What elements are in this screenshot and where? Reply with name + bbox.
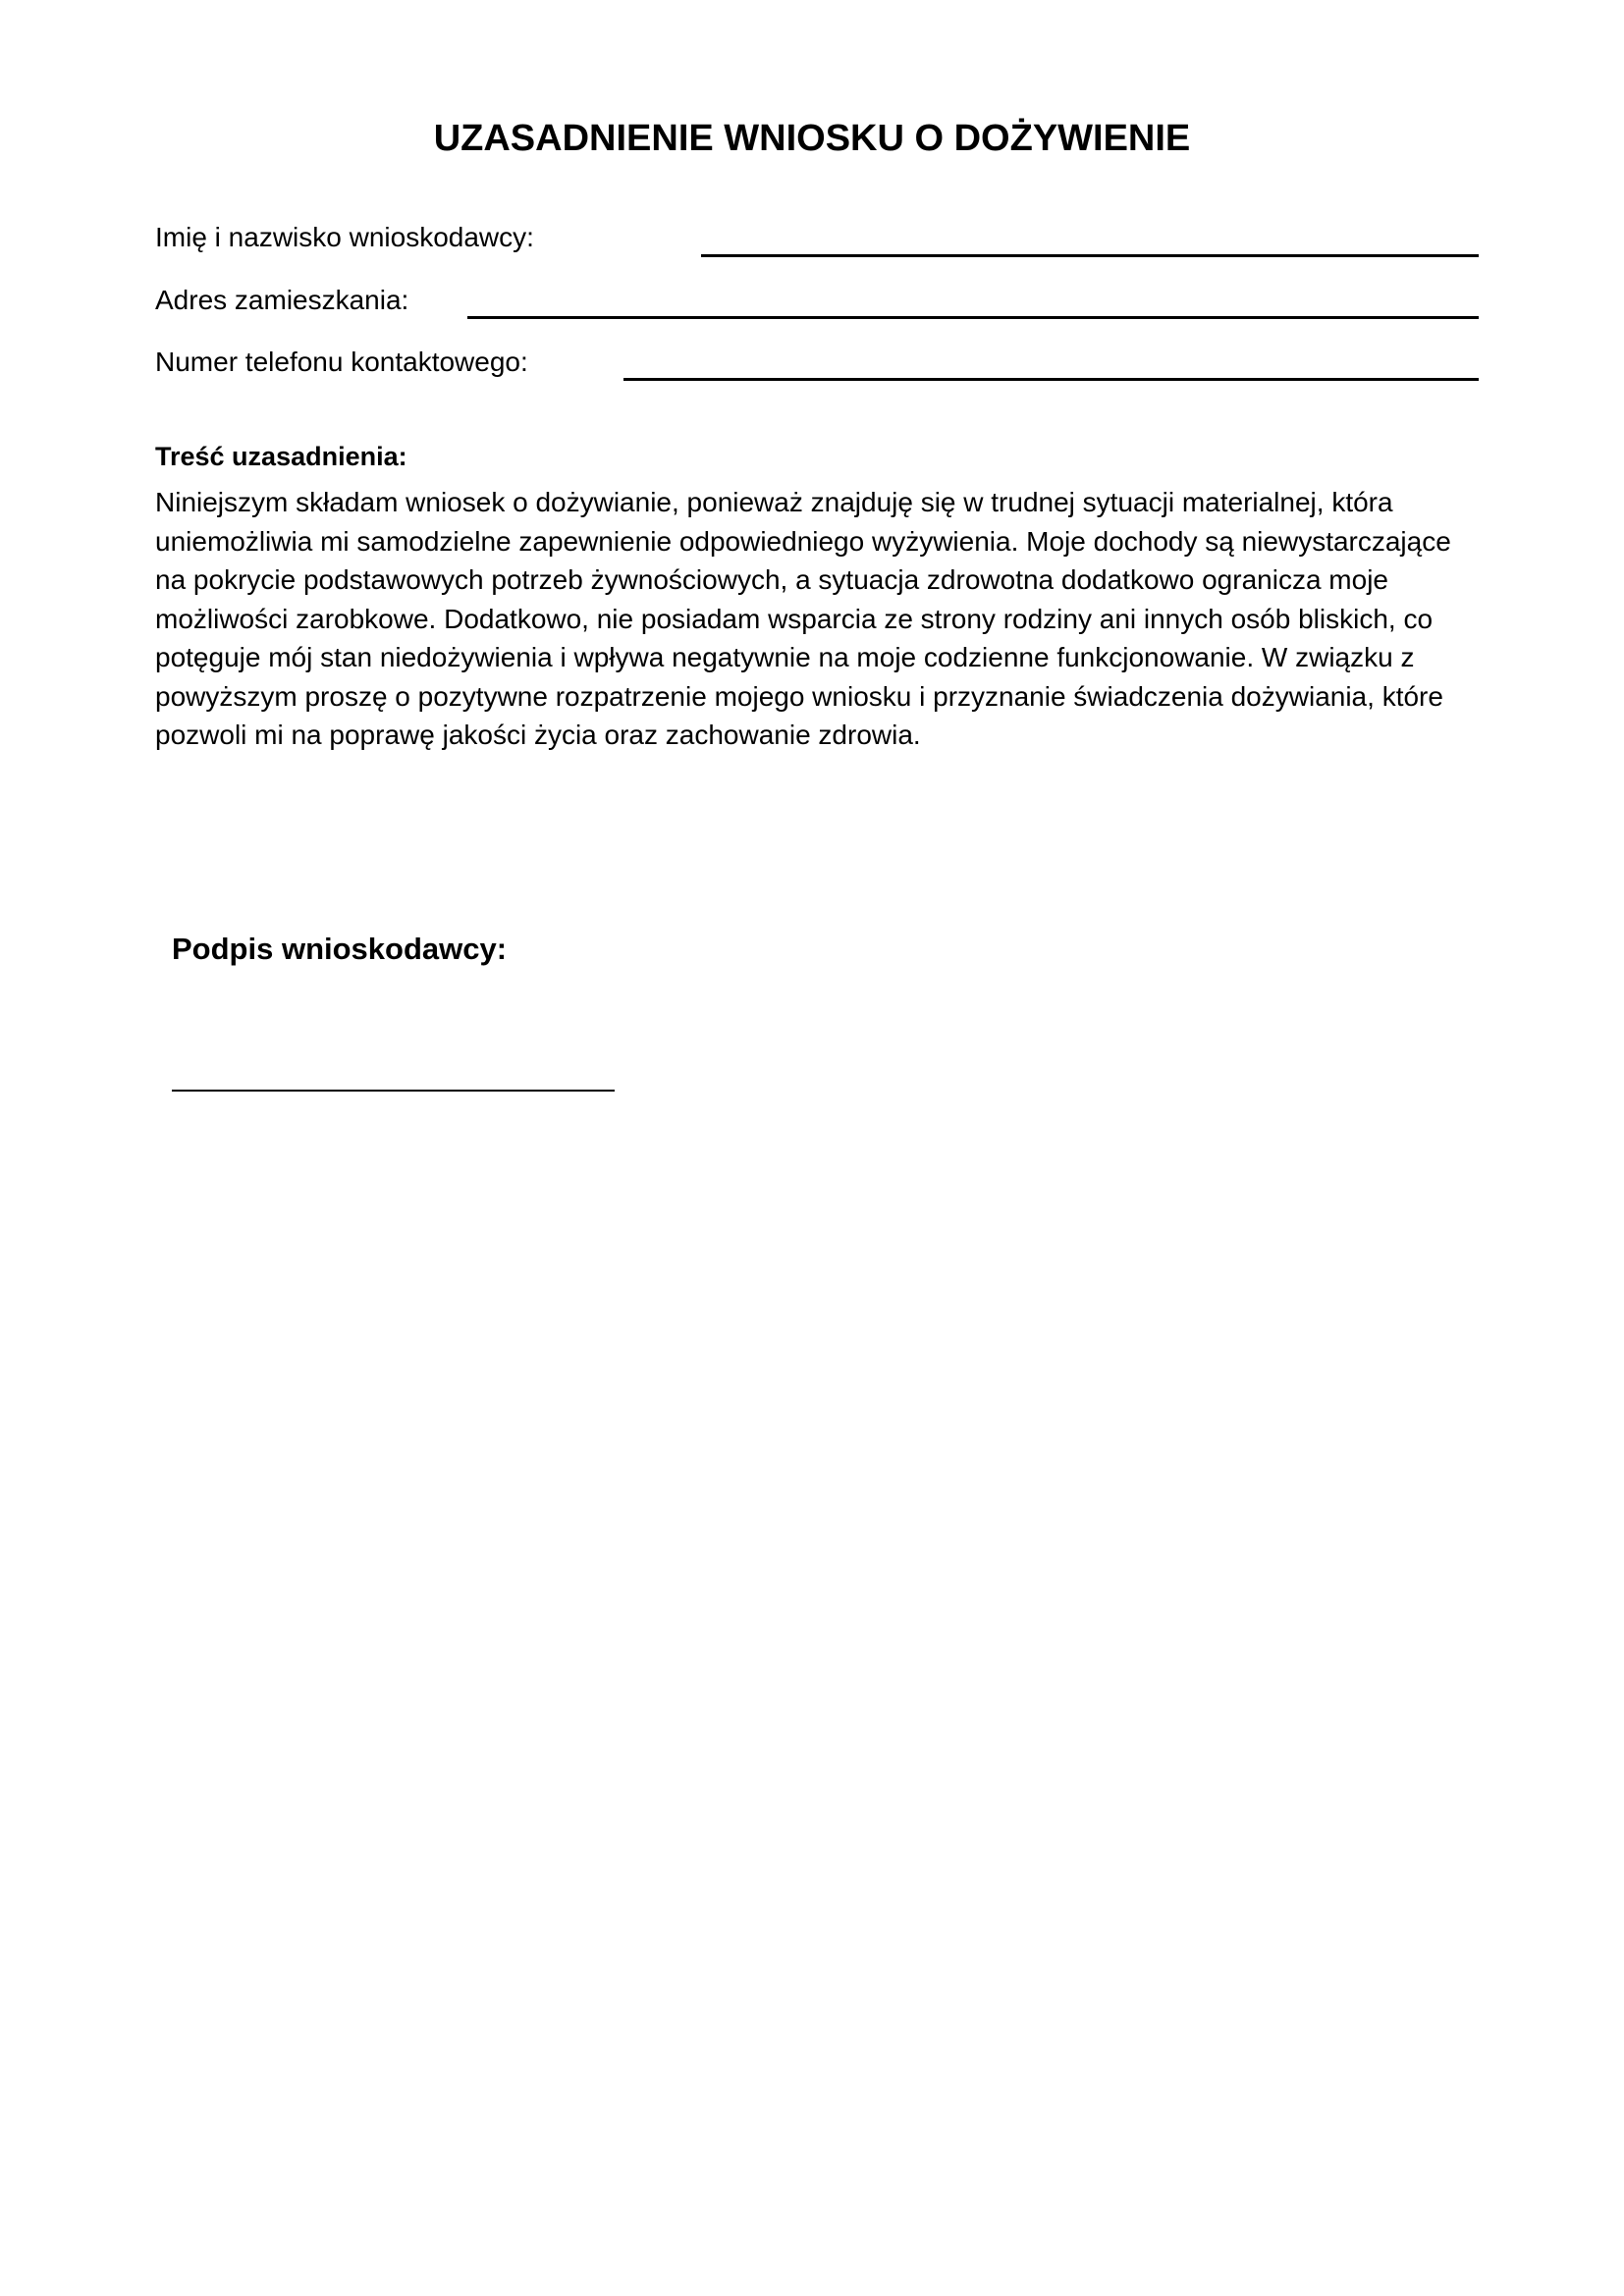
- applicant-name-label: Imię i nazwisko wnioskodawcy:: [155, 222, 534, 252]
- justification-heading: Treść uzasadnienia:: [155, 442, 407, 471]
- phone-field[interactable]: [623, 378, 1479, 381]
- document-title: UZASADNIENIE WNIOSKU O DOŻYWIENIE: [433, 118, 1191, 159]
- justification-text: Niniejszym składam wniosek o dożywianie, ponieważ znajduję się w trudnej sytuacji materialnej, która uniemożliwia mi samodzielne zapewnienie odpowiedniego wyżywienia. Moje dochody są niewystarczające na pokrycie podstawowych potrzeb żywnościowych, a sytuacja zdrowotna dodatkowo ogranicza moje możliwości zarobkowe. Dodatkowo, nie posiadam wsparcia ze strony rodziny ani innych osób bliskich, co potęguje mój stan niedożywienia i wpływa negatywnie na moje codzienne funkcjonowanie. W związku z powyższym proszę o pozytywne rozpatrzenie mojego wniosku i przyznanie świadczenia dożywiania, które pozwoli mi na poprawę jakości życia oraz zachowanie zdrowia.: [155, 487, 1451, 750]
- signature-line[interactable]: [172, 1090, 615, 1092]
- signature-label: Podpis wnioskodawcy:: [172, 932, 508, 966]
- phone-label: Numer telefonu kontaktowego:: [155, 347, 528, 377]
- address-label: Adres zamieszkania:: [155, 285, 409, 315]
- applicant-name-field[interactable]: [701, 254, 1479, 257]
- address-field[interactable]: [467, 316, 1479, 319]
